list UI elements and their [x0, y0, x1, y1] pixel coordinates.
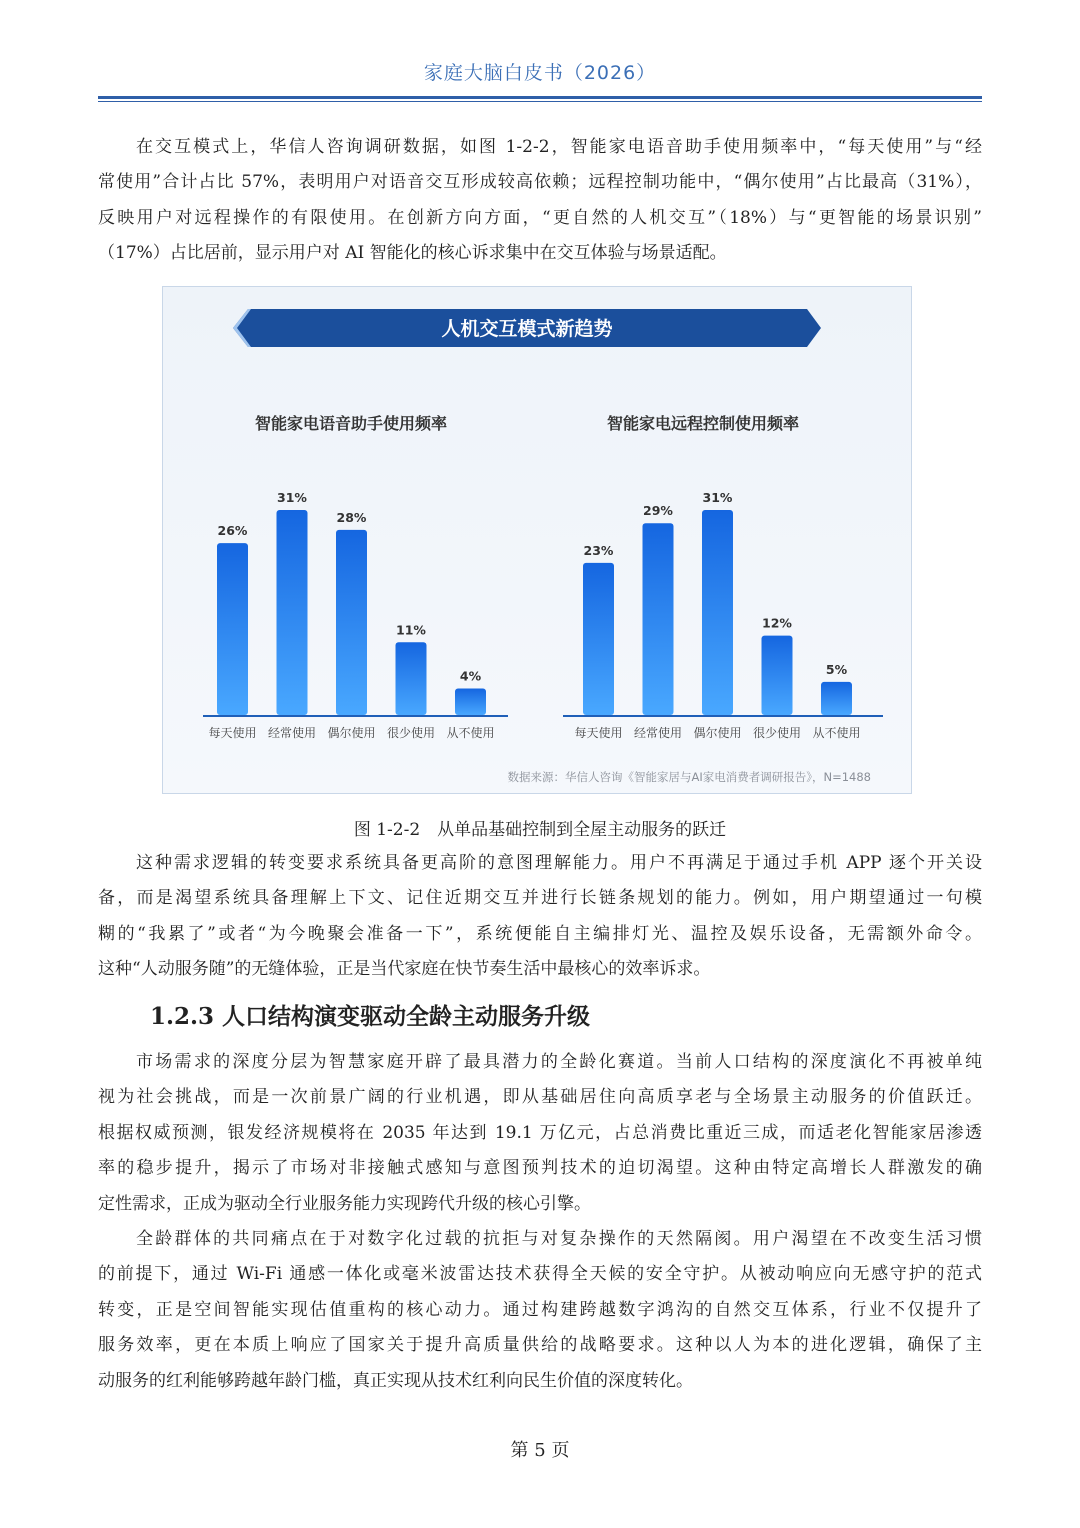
- bar-value-label: 31%: [277, 490, 307, 505]
- paragraph-line: 定性需求，正成为驱动全行业服务能力实现跨代升级的核心引擎。: [98, 1193, 591, 1214]
- page-number: 第 5 页: [510, 1440, 570, 1461]
- category-label: 经常使用: [633, 726, 683, 740]
- bar-1: [583, 563, 614, 715]
- figure-svg: [163, 287, 913, 795]
- bar-2: [643, 523, 674, 715]
- bar-value-label: 5%: [825, 661, 848, 677]
- bar-1: [217, 543, 248, 715]
- paragraph-interaction-mode: [98, 130, 982, 272]
- category-label: 每天使用: [574, 726, 623, 740]
- paragraph-age-market: [98, 1045, 982, 1222]
- bar-3: [702, 510, 733, 715]
- category-label: 偶尔使用: [693, 726, 742, 740]
- bar-2: [277, 510, 308, 715]
- paragraph-line: 全龄群体的共同痛点在于对数字化过载的抗拒与对复杂操作的天然隔阂。用户渴望在不改变生活习惯: [136, 1229, 982, 1249]
- paragraph-line: 服务效率，更在本质上响应了国家关于提升高质量供给的战略要求。这种以人为本的进化逻辑，确保了主: [98, 1335, 982, 1356]
- category-label: 偶尔使用: [327, 726, 376, 740]
- category-label: 很少使用: [386, 726, 436, 740]
- section-heading: 1.2.3 人口结构演变驱动全龄主动服务升级: [150, 1003, 591, 1030]
- bar-value-label: 26%: [217, 523, 248, 539]
- header-rule-thick: [98, 96, 982, 99]
- paragraph-line: 反映用户对远程操作的有限使用。在创新方向方面，“更自然的人机交互”（18%）与“更智能的场景识别”: [98, 207, 982, 228]
- paragraph-line: 这种需求逻辑的转变要求系统具备更高阶的意图理解能力。用户不再满足于通过手机 APP 逐个开关设: [136, 853, 982, 873]
- paragraph-line: 这种“人动服务随”的无缝体验，正是当代家庭在快节奏生活中最核心的效率诉求。: [98, 959, 711, 980]
- bar-value-label: 23%: [583, 542, 614, 558]
- paragraph-line: 转变，正是空间智能实现估值重构的核心动力。通过构建跨越数字鸿沟的自然交互体系，行业不仅提升了: [98, 1299, 982, 1320]
- bar-value-label: 11%: [396, 622, 426, 638]
- chart-title-remote: 智能家电远程控制使用频率: [606, 414, 800, 433]
- paragraph-line: 视为社会挑战，而是一次前景广阔的行业机遇，即从基础居住向高质享老与全场景主动服务的价值跃迁。: [98, 1087, 982, 1108]
- chart-remote-frequency: [563, 490, 883, 740]
- bar-3: [336, 530, 367, 715]
- bar-value-label: 12%: [762, 615, 792, 631]
- header-rule-thin: [98, 101, 982, 102]
- chart-title-voice: 智能家电语音助手使用频率: [254, 414, 448, 433]
- category-label: 每天使用: [208, 726, 257, 740]
- bar-value-label: 28%: [336, 509, 367, 525]
- chart-voice-frequency: [203, 490, 508, 740]
- paragraph-pain-points: [98, 1222, 982, 1399]
- paragraph-line: 市场需求的深度分层为智慧家庭开辟了最具潜力的全龄化赛道。当前人口结构的深度演化不再被单纯: [136, 1052, 982, 1072]
- paragraph-intent-understanding: [98, 846, 982, 988]
- banner-title: 人机交互模式新趋势: [441, 318, 613, 340]
- figure-interaction-trends: [162, 286, 912, 794]
- bar-value-label: 29%: [643, 503, 673, 519]
- paragraph-line: 率的稳步提升，揭示了市场对非接触式感知与意图预判技术的迫切渴望。这种由特定高增长人群激发的确: [98, 1158, 982, 1179]
- bar-5: [821, 682, 852, 715]
- page-header-title: 家庭大脑白皮书（2026）: [423, 62, 657, 84]
- category-label: 很少使用: [752, 726, 802, 740]
- paragraph-line: 根据权威预测，银发经济规模将在 2035 年达到 19.1 万亿元，占总消费比重近三成，而适老化智能家居渗透: [98, 1122, 982, 1143]
- bar-4: [396, 642, 427, 715]
- paragraph-line: 备，而是渴望系统具备理解上下文、记住近期交互并进行长链条规划的能力。例如，用户期望通过一句模: [98, 888, 982, 909]
- category-label: 经常使用: [267, 726, 317, 740]
- figure-caption: 图 1-2-2 从单品基础控制到全屋主动服务的跃迁: [353, 820, 727, 840]
- bar-5: [455, 689, 486, 715]
- paragraph-line: 动服务的红利能够跨越年龄门槛，真正实现从技术红利向民生价值的深度转化。: [98, 1370, 693, 1391]
- category-label: 从不使用: [812, 726, 861, 740]
- data-source-note: 数据来源：华信人咨询《智能家居与AI家电消费者调研报告》，N=1488: [507, 770, 871, 784]
- paragraph-line: （17%）占比居前，显示用户对 AI 智能化的核心诉求集中在交互体验与场景适配。: [98, 243, 727, 264]
- paragraph-line: 糊的“我累了”或者“为今晚聚会准备一下”，系统便能自主编排灯光、温控及娱乐设备，无需额外命令。: [98, 923, 982, 944]
- paragraph-line: 的前提下，通过 Wi-Fi 通感一体化或毫米波雷达技术获得全天候的安全守护。从被动响应向无感守护的范式: [98, 1264, 982, 1285]
- bar-value-label: 4%: [459, 668, 482, 684]
- bar-4: [762, 636, 793, 715]
- bar-value-label: 31%: [702, 490, 733, 505]
- paragraph-line: 常使用”合计占比 57%，表明用户对语音交互形成较高依赖；远程控制功能中，“偶尔使用”占比最高（31%），: [98, 172, 982, 193]
- category-label: 从不使用: [446, 726, 495, 740]
- paragraph-line: 在交互模式上，华信人咨询调研数据，如图 1-2-2，智能家电语音助手使用频率中，“每天使用”与“经: [136, 137, 982, 157]
